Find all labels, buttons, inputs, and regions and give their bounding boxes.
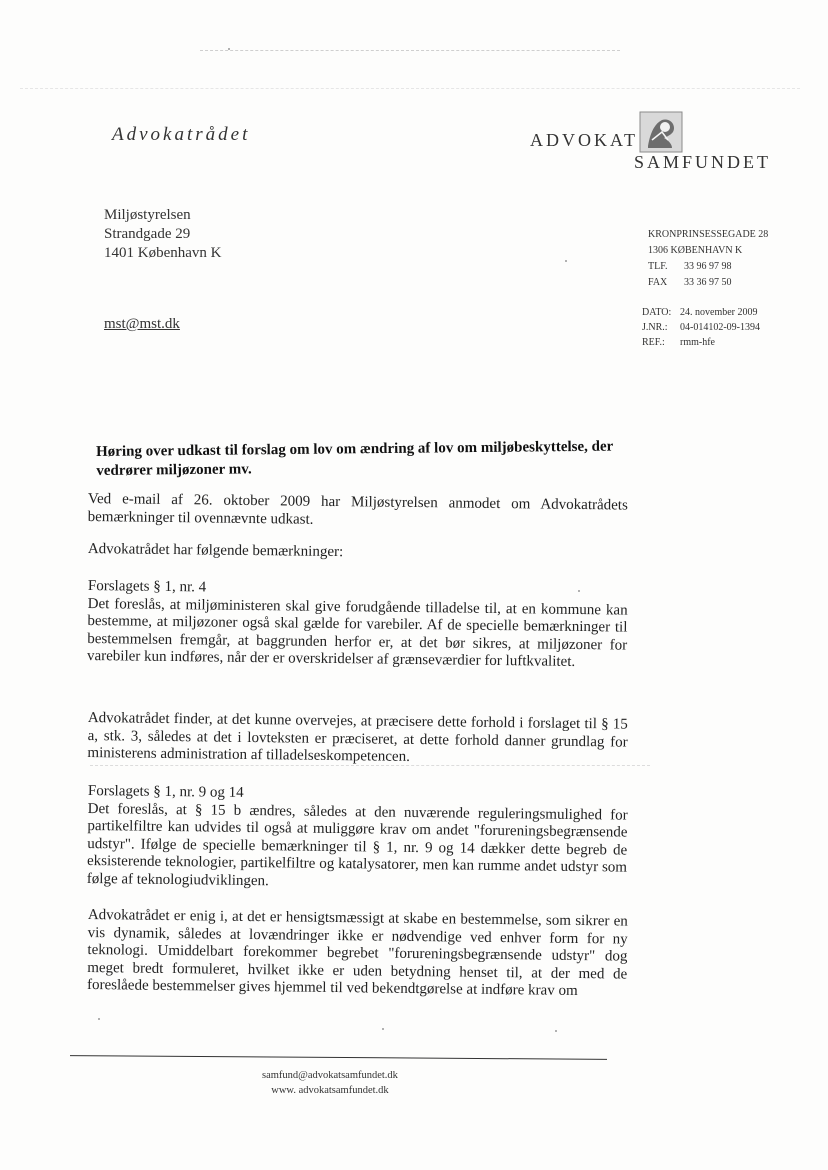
- section-heading: Forslagets § 1, nr. 9 og 14: [87, 783, 244, 801]
- reference-value: rmm-hfe: [680, 337, 715, 348]
- section-nr4: [87, 578, 628, 672]
- date-row: [642, 305, 760, 320]
- body-paragraph: Advokatrådet er enig i, at det er hensigtsmæssigt at skabe en bestemmelse, som sikrer en vis dynamik, således at lovændringer ikke er nødvendige ved enhver form for ny teknologi. Umiddelbart forekommer begrebet "forureningsbegrænsende udstyr" dog meget bredt formuleret, hvilket ikke er uden betydning henset til, at der med de foreslåede bestemmelser gives hjemmel til ved bekendtgørelse at indføre krav om: [86, 907, 628, 999]
- recipient-city: 1401 København K: [104, 245, 222, 261]
- scan-artifact: [200, 50, 620, 51]
- scan-speck: [565, 260, 567, 262]
- body-paragraph: Advokatrådet finder, at det kunne overvejes, at præcisere dette forhold i forslaget til § 15 a, stk. 3, således at det i lovteksten er præciseret, at dette forhold danner grundlag for ministerens administration af tilladelseskompetencen.: [87, 710, 628, 765]
- fax-value: 33 36 97 50: [684, 277, 732, 288]
- phone-label: TLF.: [648, 261, 668, 272]
- footer-email: samfund@advokatsamfundet.dk: [262, 1070, 398, 1081]
- figure-emblem-icon: [638, 110, 684, 154]
- date-value: 24. november 2009: [680, 307, 758, 318]
- sender-street: KRONPRINSESSEGADE 28: [648, 229, 769, 240]
- journal-row: [642, 320, 760, 335]
- footer-website: www. advokatsamfundet.dk: [271, 1085, 389, 1096]
- sender-phone: [648, 259, 768, 275]
- sender-address: [648, 227, 768, 291]
- body-paragraph: Advokatrådet har følgende bemærkninger:: [87, 541, 344, 561]
- sender-fax: [648, 275, 768, 291]
- scan-speck: [555, 1030, 557, 1032]
- phone-value: 33 96 97 98: [684, 261, 732, 272]
- body-paragraph: Ved e-mail af 26. oktober 2009 har Miljøstyrelsen anmodet om Advokatrådets bemærkninger til ovennævnte udkast.: [87, 491, 628, 528]
- body-paragraph: Det foreslås, at § 15 b ændres, således at den nuværende reguleringsmulighed for partikelfiltre kan udvides til også at muliggøre krav om andet "forureningsbegrænsende udstyr". Ifølge de specielle bemærkninger til § 1, nr. 9 og 14 dækker dette begreb de eksisterende teknologier, partikelfiltre og katalysatorer, men kan rumme andet udstyr som følge af teknologiudviklingen.: [86, 800, 628, 889]
- letter-footer: [262, 1068, 398, 1098]
- sender-city: 1306 KØBENHAVN K: [648, 245, 743, 256]
- scan-speck: [382, 1028, 384, 1030]
- advokatraadet-brand: Advokatrådet: [112, 124, 251, 145]
- footer-divider: [70, 1055, 607, 1060]
- journal-value: 04-014102-09-1394: [680, 322, 760, 333]
- recipient-email: mst@mst.dk: [104, 316, 180, 332]
- letter-meta: [642, 305, 760, 350]
- section-nr9-14: [87, 783, 628, 895]
- scan-speck: [98, 1018, 100, 1020]
- logo-text-advokat: ADVOKAT: [530, 130, 638, 150]
- journal-label: J.NR.:: [642, 322, 668, 333]
- scan-artifact: [20, 88, 800, 89]
- recipient-address: [104, 206, 221, 263]
- reference-row: [642, 335, 760, 350]
- date-label: DATO:: [642, 307, 672, 318]
- letter-subject: Høring over udkast til forslag om lov om ændring af lov om miljøbeskyttelse, der vedrører miljøzoner mv.: [96, 438, 614, 479]
- fax-label: FAX: [648, 277, 668, 288]
- section-heading: Forslagets § 1, nr. 4: [87, 578, 207, 596]
- scan-speck: [228, 48, 230, 50]
- recipient-name: Miljøstyrelsen: [104, 207, 191, 223]
- reference-label: REF.:: [642, 337, 665, 348]
- logo-text-samfundet: SAMFUNDET: [634, 152, 772, 172]
- body-paragraph: Det foreslås, at miljøministeren skal give forudgående tilladelse til, at en kommune kan bestemme, at miljøzoner også skal gælde for varebiler. Af de specielle bemærkninger til bestemmelsen fremgår, at baggrunden herfor er, at det bør sikres, at miljøzoner for varebiler kun indføres, når der er overskridelser af grænseværdier for luftkvalitet.: [86, 595, 628, 670]
- recipient-street: Strandgade 29: [104, 226, 191, 242]
